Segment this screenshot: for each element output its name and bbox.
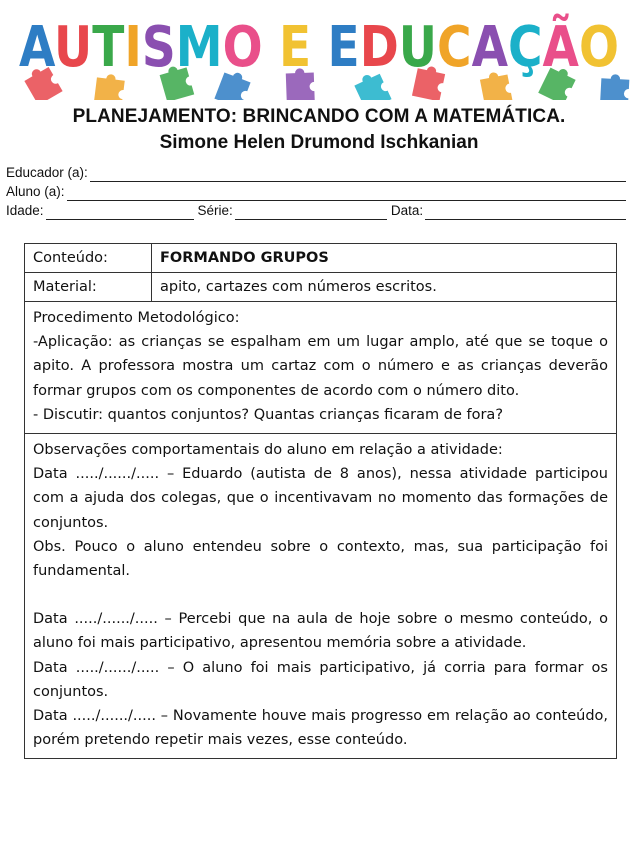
educador-line: [6, 163, 626, 182]
aluno-line: [6, 182, 626, 201]
procedimento-aplicacao: -Aplicação: as crianças se espalham em um lugar amplo, até que se toque o apito. A professora mostra um cartaz com o número e as crianças deverão formar grupos com os componentes de acordo com o número dito.: [33, 334, 608, 399]
aluno-label: Aluno (a):: [6, 184, 65, 199]
lesson-plan-table: [24, 243, 617, 759]
observacao-obs: Obs. Pouco o aluno entendeu sobre o contexto, mas, sua participação foi fundamental.: [33, 538, 608, 580]
banner-letter: [263, 15, 279, 80]
banner-letter: T: [92, 15, 131, 80]
educador-blank[interactable]: [90, 168, 626, 182]
aluno-blank[interactable]: [67, 187, 626, 201]
document-title: PLANEJAMENTO: BRINCANDO COM A MATEMÁTICA.: [72, 106, 566, 127]
banner-letter: Ã: [542, 15, 586, 80]
material-value: apito, cartazes com números escritos.: [160, 279, 437, 295]
banner-letter: C: [437, 15, 479, 80]
document-heading: [0, 104, 638, 156]
banner-letter: A: [19, 15, 61, 80]
banner-letter: D: [359, 15, 407, 80]
conteudo-row: [25, 244, 616, 273]
idade-serie-data-line: [6, 201, 626, 220]
banner-letter: I: [124, 15, 146, 80]
banner-letter: A: [471, 15, 515, 80]
data-label: Data:: [390, 203, 424, 218]
observacoes-block: [25, 434, 616, 758]
banner-letter: Ç: [508, 15, 550, 80]
serie-label: Série:: [197, 203, 233, 218]
procedimento-block: [25, 302, 616, 434]
banner-letter: U: [398, 15, 445, 80]
procedimento-heading: Procedimento Metodológico:: [33, 310, 240, 326]
idade-blank[interactable]: [46, 206, 194, 220]
observacao-entry-1: Data ...../....../..... – Eduardo (autista de 8 anos), nessa atividade participou com a ajuda dos colegas, que o incentivavam no momento das formações de conjuntos.: [33, 466, 608, 531]
banner-letter: E: [327, 15, 366, 80]
material-row: [25, 273, 616, 302]
banner-letter: O: [578, 15, 627, 80]
data-blank[interactable]: [425, 206, 626, 220]
observacao-entry-2: Data ...../....../..... – Percebi que na aula de hoje sobre o mesmo conteúdo, o aluno foi mais participativo, apresentou memória sobre a atividade.: [33, 611, 608, 652]
title-banner: [0, 0, 638, 100]
material-label: Material:: [25, 273, 152, 301]
idade-label: Idade:: [6, 203, 44, 218]
banner-letter: U: [53, 15, 100, 80]
banner-letter: E: [279, 15, 318, 80]
observacoes-spacer: [33, 583, 608, 607]
educador-label: Educador (a):: [6, 165, 88, 180]
student-info-fields: [6, 163, 626, 220]
observacoes-heading: Observações comportamentais do aluno em relação a atividade:: [33, 442, 503, 459]
serie-blank[interactable]: [235, 206, 387, 220]
conteudo-label: Conteúdo:: [25, 244, 152, 272]
document-author: Simone Helen Drumond Ischkanian: [159, 132, 479, 153]
procedimento-discutir: - Discutir: quantos conjuntos? Quantas crianças ficaram de fora?: [33, 406, 504, 423]
banner-letter: M: [175, 15, 232, 80]
banner-graphic: [0, 0, 638, 100]
observacao-entry-3: Data ...../....../..... – O aluno foi mais participativo, já corria para formar os conjuntos.: [33, 659, 608, 700]
banner-letter: [311, 15, 327, 80]
banner-letter: S: [141, 15, 183, 80]
conteudo-value: FORMANDO GRUPOS: [160, 250, 329, 266]
banner-letter: O: [222, 15, 271, 80]
observacao-entry-4: Data ...../....../..... – Novamente houve mais progresso em relação ao conteúdo, porém pretendo repetir mais vezes, esse conteúdo.: [33, 708, 608, 749]
banner-title: [19, 14, 627, 80]
